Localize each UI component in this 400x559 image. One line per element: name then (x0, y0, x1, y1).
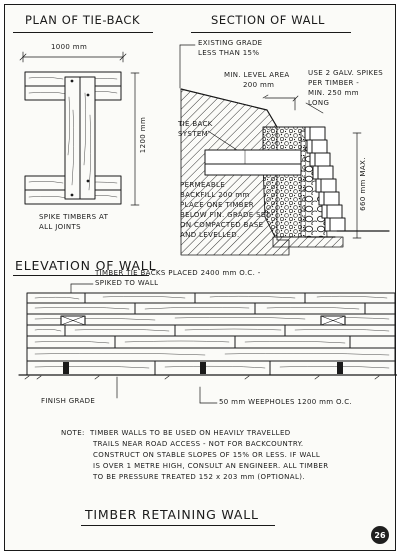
drawing-title-underline (81, 525, 275, 526)
elevation-ground (19, 375, 397, 379)
section-heading-underline (191, 32, 351, 33)
backfill-label-4: BELOW FIN. GRADE SET (180, 211, 271, 219)
note-line-3: CONSTRUCT ON STABLE SLOPES OF 15% OR LESS. IF WALL (93, 451, 321, 459)
tieback-label-1: TIE BACK (178, 120, 213, 128)
backfill-label-6: AND LEVELLED. (180, 231, 240, 239)
note-line-4: IS OVER 1 METRE HIGH, CONSULT AN ENGINEER. ALL TIMBER (93, 462, 329, 470)
note-line-5: TO BE PRESSURE TREATED 152 x 203 mm (OPTIONAL). (93, 473, 306, 481)
wall-height-dimension: 660 mm MAX. (359, 157, 367, 211)
plan-heading: PLAN OF TIE-BACK (25, 13, 141, 27)
drawing-sheet (4, 4, 396, 551)
tieback-spacing-label-2: SPIKED TO WALL (95, 279, 159, 287)
spikes-label-4: LONG (308, 99, 330, 107)
tieback-label-2: SYSTEM (178, 130, 209, 138)
spikes-label-2: PER TIMBER - (308, 79, 360, 87)
drawing-title: TIMBER RETAINING WALL (85, 507, 259, 522)
plan-timbers (25, 72, 121, 204)
plan-width-dimension: 1000 mm (51, 43, 88, 51)
plan-note-line-1: SPIKE TIMBERS AT (39, 213, 109, 221)
level-area-label-2: 200 mm (243, 81, 275, 89)
backfill-label-3: PLACE ONE TIMBER (180, 201, 254, 209)
finish-grade-label: FINISH GRADE (41, 397, 96, 405)
plan-height-dimension: 1200 mm (139, 116, 147, 154)
level-area-label-1: MIN. LEVEL AREA (224, 71, 290, 79)
page-number-badge: 26 (371, 526, 389, 544)
spikes-label-1: USE 2 GALV. SPIKES (308, 69, 384, 77)
backfill-label-5: ON COMPACTED BASE (180, 221, 264, 229)
backfill-label-1: PERMEABLE (180, 181, 226, 189)
plan-heading-underline (13, 32, 153, 33)
weepholes-label: 50 mm WEEPHOLES 1200 mm O.C. (219, 398, 353, 406)
existing-grade-label-1: EXISTING GRADE (198, 39, 263, 47)
note-line-1: NOTE: TIMBER WALLS TO BE USED ON HEAVILY TRAVELLED (61, 429, 291, 437)
tieback-spacing-label-1: TIMBER TIE BACKS PLACED 2400 mm O.C. - (95, 269, 261, 277)
elevation-wall (27, 293, 395, 375)
spikes-label-3: MIN. 250 mm (308, 89, 359, 97)
existing-grade-label-2: LESS THAN 15% (198, 49, 260, 57)
note-line-2: TRAILS NEAR ROAD ACCESS - NOT FOR BACKCOUNTRY. (93, 440, 304, 448)
plan-note-line-2: ALL JOINTS (39, 223, 81, 231)
elevation-heading: ELEVATION OF WALL (15, 258, 157, 273)
section-heading: SECTION OF WALL (211, 13, 326, 27)
backfill-label-2: BACKFILL 200 mm (180, 191, 250, 199)
